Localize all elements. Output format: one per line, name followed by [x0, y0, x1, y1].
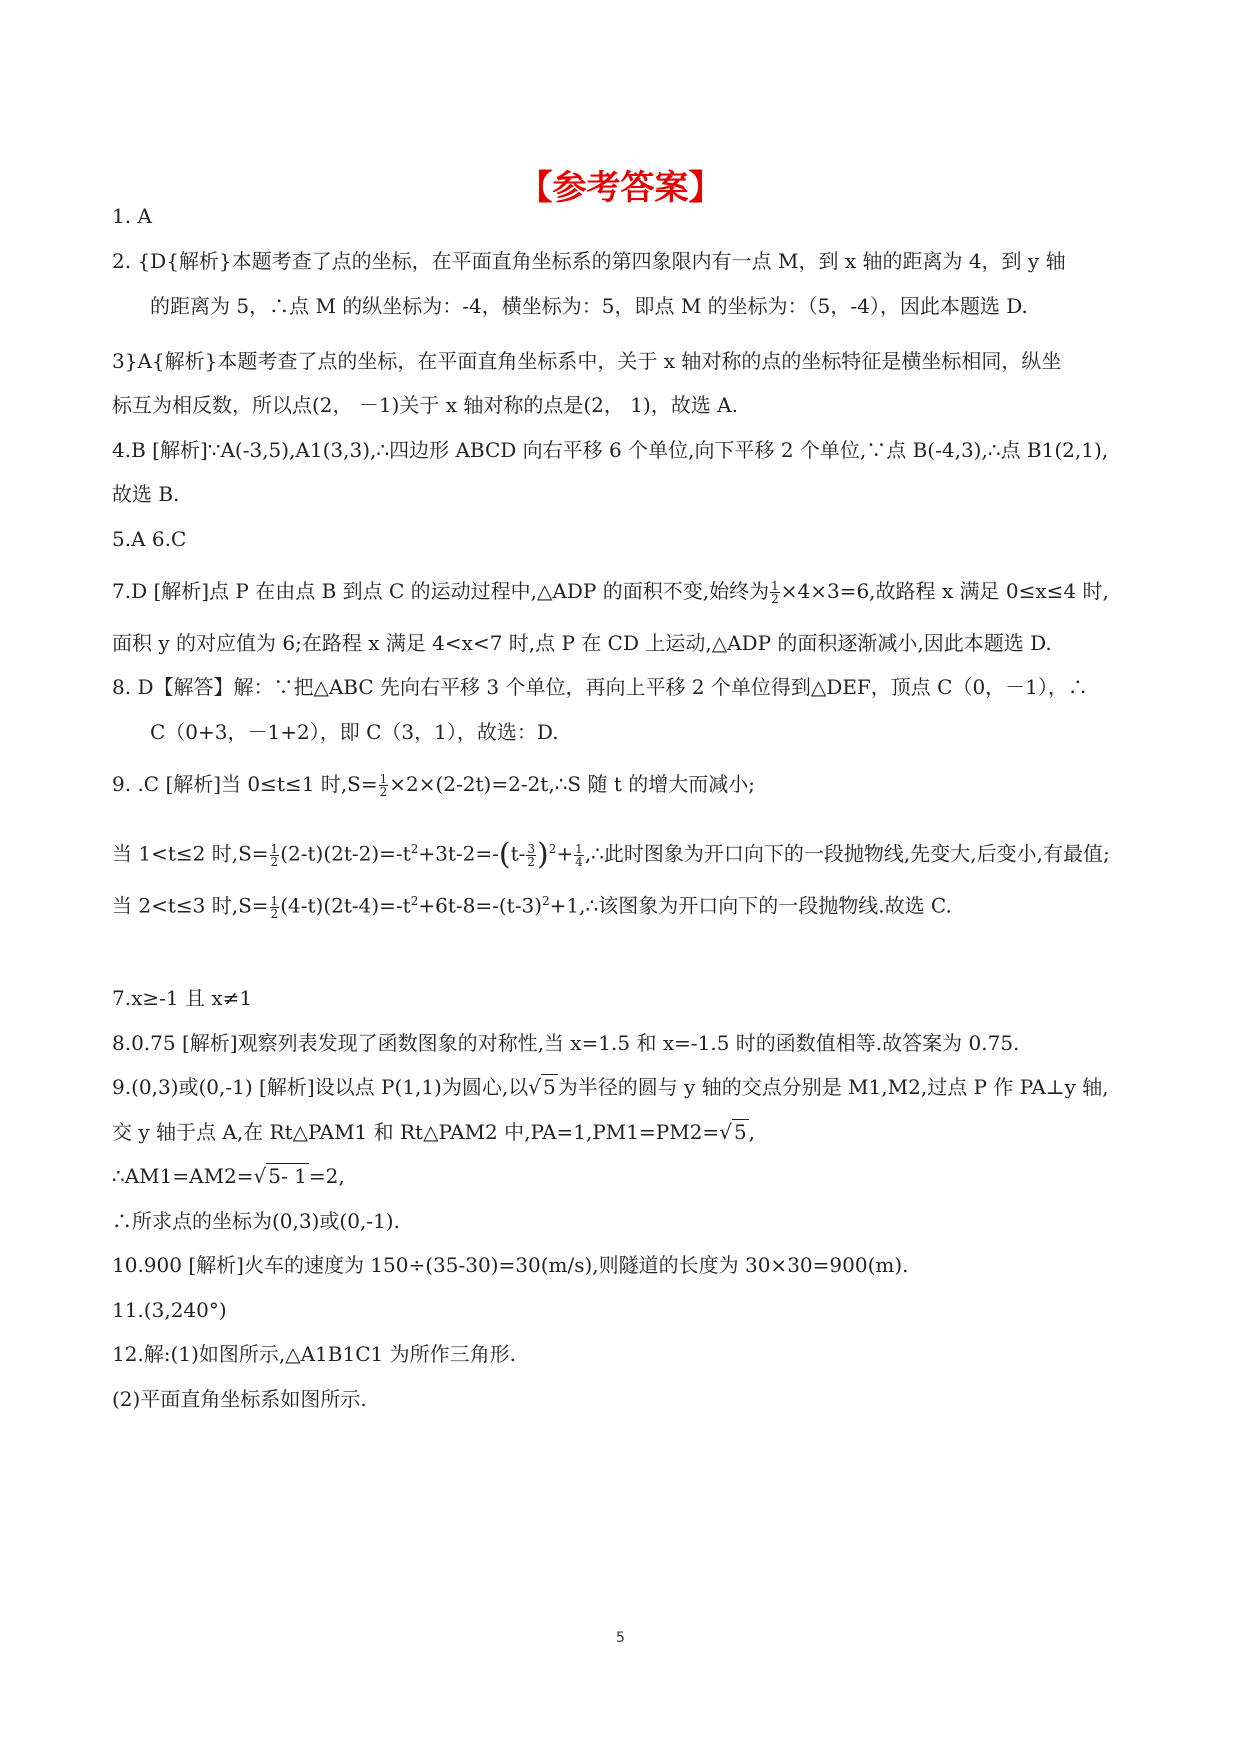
answer-line-8b: C（0+3，－1+2），即 C（3，1），故选：D.: [150, 720, 559, 744]
fraction-half: $\frac{1}{2}$: [771, 579, 779, 606]
answer-line-fill-9b: 交 y 轴于点 A,在 Rt△PAM1 和 Rt△PAM2 中,PA=1,PM1=PM2=√ 5 ,: [112, 1120, 756, 1144]
answer-line-fill-12b: (2)平面直角坐标系如图所示.: [112, 1387, 367, 1411]
answer-line-fill-11: 11.(3,240°): [112, 1298, 227, 1322]
sqrt-five: 5: [733, 1120, 747, 1144]
sqrt-five: 5: [542, 1075, 556, 1099]
answer-7a-text-1: 7.D [解析]点 P 在由点 B 到点 C 的运动过程中,△ADP 的面积不变,始终为: [112, 579, 770, 603]
answer-line-fill-9a: 9.(0,3)或(0,-1) [解析]设以点 P(1,1)为圆心,以√ 5 为半径的圆与 y 轴的交点分别是 M1,M2,过点 P 作 PA⊥y 轴,: [112, 1075, 1109, 1099]
answer-line-fill-9c: ∴AM1=AM2=√ 5- 1 =2,: [112, 1164, 345, 1188]
answer-line-fill-9d: ∴所求点的坐标为(0,3)或(0,-1).: [112, 1209, 400, 1233]
fraction-three-halves: $\frac{3}{2}$: [527, 841, 536, 869]
left-paren: (: [498, 837, 511, 873]
answer-line-8a: 8. D【解答】解：∵把△ABC 先向右平移 3 个单位，再向上平移 2 个单位得到△DEF，顶点 C（0，－1），∴: [112, 675, 1088, 699]
page-number: 5: [616, 1630, 625, 1646]
right-paren: ): [537, 837, 549, 873]
answer-line-7b: 面积 y 的对应值为 6;在路程 x 满足 4<x<7 时,点 P 在 CD 上运动,△ADP 的面积逐渐减小,因此本题选 D.: [112, 631, 1052, 655]
fraction-half: $\frac{1}{2}$: [379, 772, 388, 799]
answer-line-fill-7: 7.x≥-1 且 x≠1: [112, 986, 253, 1010]
answer-line-3b: 标互为相反数，所以点(2， －1)关于 x 轴对称的点是(2， 1)，故选 A.: [112, 393, 738, 417]
answer-line-9b: 当 1<t≤2 时,S= $\frac{1}{2}$ $(2-t)(2t-2)=-t^2+3t-2=-(t-$ $\frac{3}{2}$ )$^2$+ $\frac{1}{4}$ ,∴此时图象为开口向下的一段抛物线,先变大,后变小,有最值;: [112, 837, 1110, 873]
fraction-half: $\frac{1}{2}$: [270, 893, 279, 921]
answer-line-5-6: 5.A 6.C: [112, 527, 187, 551]
answer-line-2a: 2. {D{解析}本题考查了点的坐标，在平面直角坐标系的第四象限内有一点 M，到 x 轴的距离为 4，到 y 轴: [112, 249, 1066, 273]
answer-line-fill-10: 10.900 [解析]火车的速度为 150÷(35-30)=30(m/s),则隧道的长度为 30×30=900(m).: [112, 1253, 909, 1277]
answer-7a-text-2: ×4×3=6,故路程 x 满足 0≤x≤4 时,: [780, 579, 1109, 603]
sqrt-five-minus-one: 5- 1: [268, 1164, 307, 1188]
answer-line-4a: 4.B [解析]∵A(-3,5),A1(3,3),∴四边形 ABCD 向右平移 6 个单位,向下平移 2 个单位,∵点 B(-4,3),∴点 B1(2,1),: [112, 438, 1109, 462]
answer-line-9a: 9. .C [解析]当 0≤t≤1 时,S= $\frac{1}{2}$ ×2×(2-2t)=2-2t,∴S 随 t 的增大而减小;: [112, 772, 755, 799]
answer-line-9c: 当 2<t≤3 时,S= $\frac{1}{2}$ $(4-t)(2t-4)=-t^2+6t-8=-(t-3)^2+1,\therefore$该图象为开口向下的一段抛物线.故选 C.: [112, 893, 952, 921]
answer-line-2b: 的距离为 5，∴点 M 的纵坐标为：-4，横坐标为：5，即点 M 的坐标为：（5，-4），因此本题选 D.: [150, 294, 1028, 318]
answer-line-fill-12a: 12.解:(1)如图所示,△A1B1C1 为所作三角形.: [112, 1342, 516, 1366]
fraction-quarter: $\frac{1}{4}$: [575, 841, 583, 869]
answer-line-1: 1. A: [112, 204, 152, 228]
answer-line-4b: 故选 B.: [112, 482, 180, 506]
answer-line-3a: 3}A{解析}本题考查了点的坐标，在平面直角坐标系中，关于 x 轴对称的点的坐标特征是横坐标相同，纵坐: [112, 349, 1062, 373]
fraction-half: $\frac{1}{2}$: [270, 841, 279, 869]
answer-line-fill-8: 8.0.75 [解析]观察列表发现了函数图象的对称性,当 x=1.5 和 x=-1.5 时的函数值相等.故答案为 0.75.: [112, 1031, 1020, 1055]
answer-line-7a: [112, 578, 1109, 605]
page-title: 【参考答案】: [518, 168, 723, 208]
